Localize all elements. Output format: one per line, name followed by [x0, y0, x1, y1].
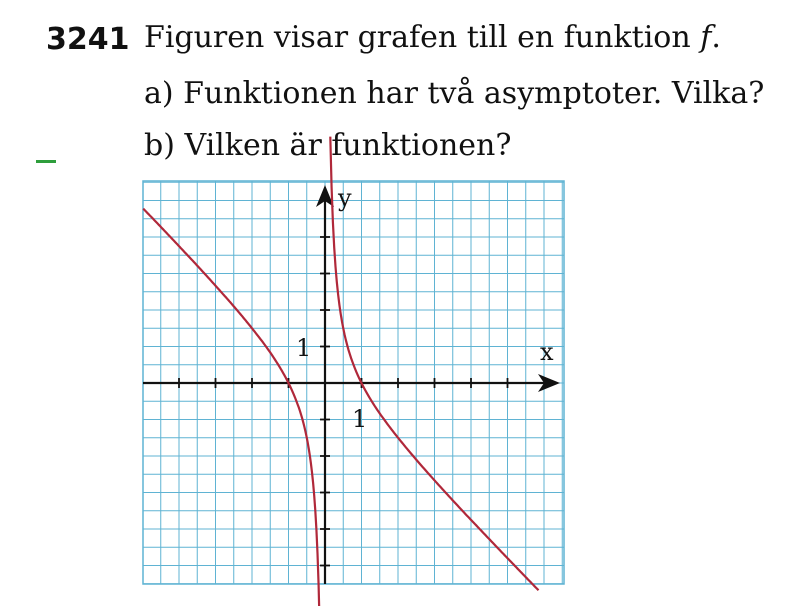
question-b: b) Vilken är funktionen? — [144, 128, 512, 163]
problem-number: 3241 — [46, 22, 130, 57]
x-tick-label: 1 — [352, 405, 368, 433]
statement-end: . — [711, 20, 721, 55]
y-tick-label: 1 — [296, 334, 312, 362]
statement-text: Figuren visar grafen till en funktion — [144, 20, 691, 55]
y-axis-label: y — [338, 184, 352, 212]
question-a: a) Funktionen har två asymptoter. Vilka? — [144, 76, 765, 111]
x-axis-label: x — [540, 338, 554, 366]
function-name: f — [700, 20, 712, 55]
